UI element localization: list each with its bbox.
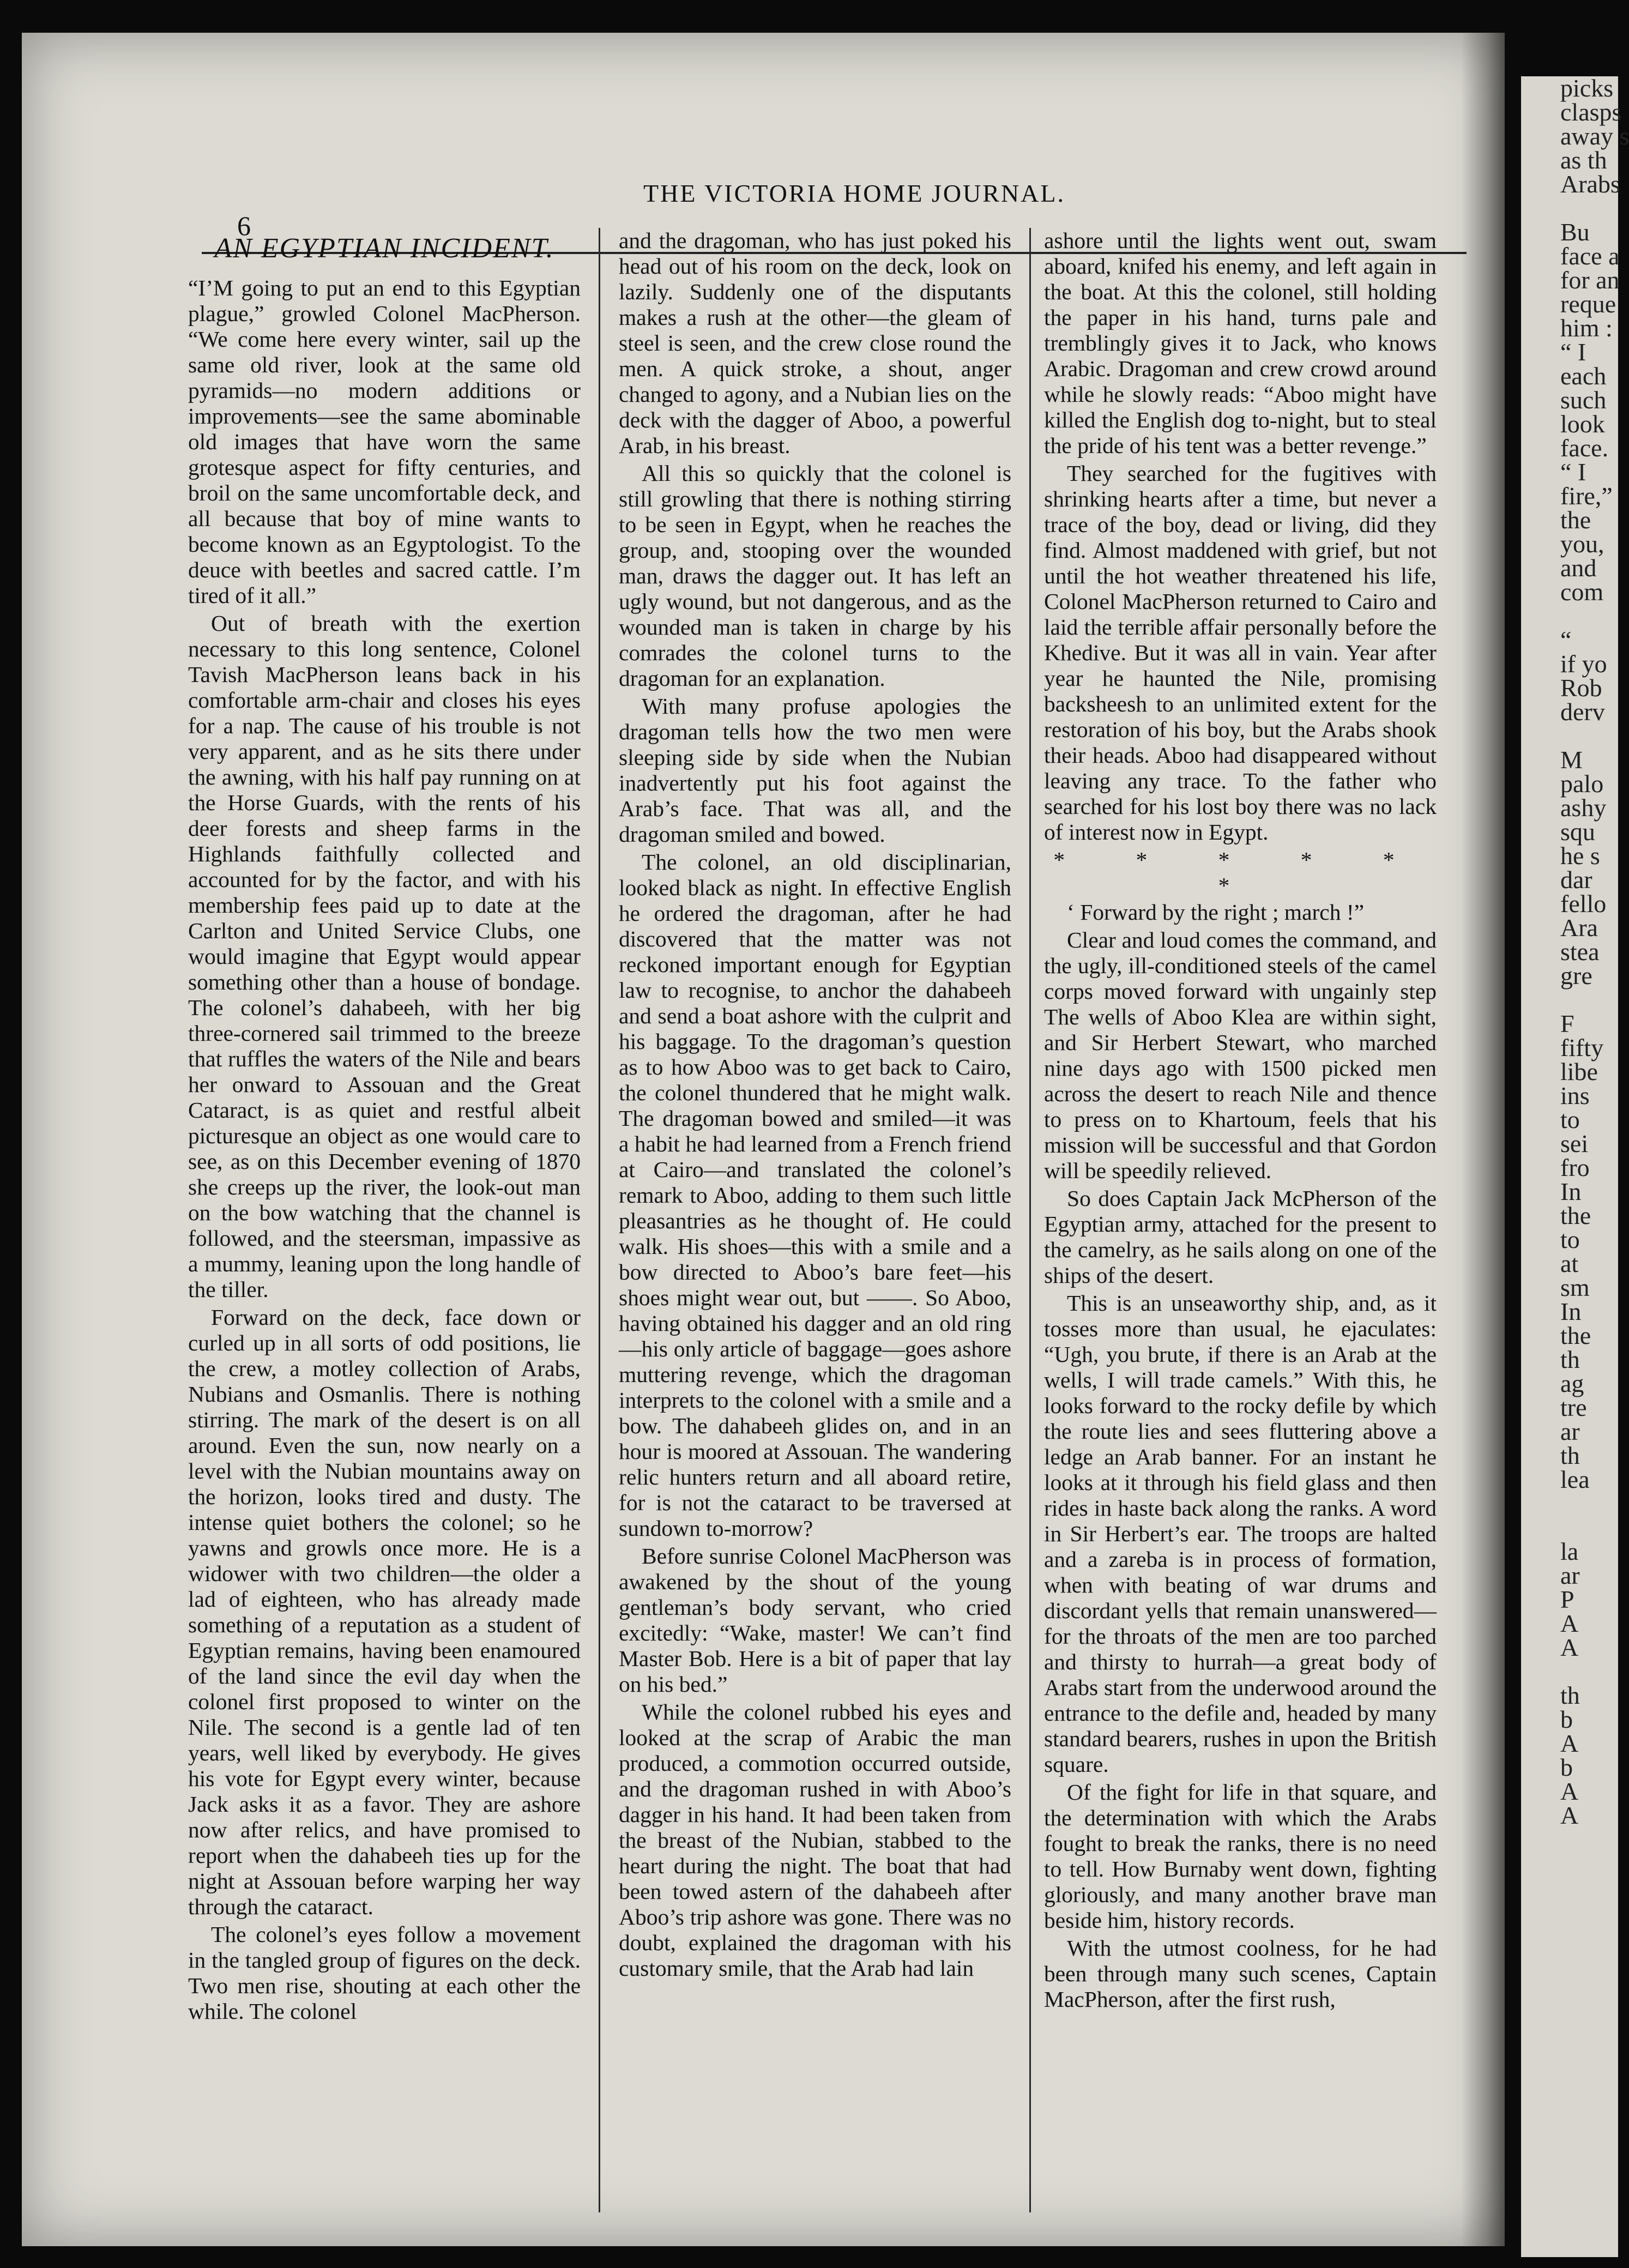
facing-page-text-fragment: he s	[1560, 842, 1600, 870]
facing-page-text-fragment: In	[1560, 1178, 1582, 1205]
facing-page-text-fragment: and	[1560, 554, 1597, 582]
facing-page-text-fragment: face a	[1560, 242, 1620, 270]
facing-page-text-fragment: ar	[1560, 1417, 1580, 1445]
facing-page-text-fragment: dar	[1560, 866, 1592, 894]
facing-page-text-fragment: “ I	[1560, 458, 1586, 486]
article-column-1	[188, 228, 581, 2212]
paragraph: This is an unseaworthy ship, and, as it tosses more than usual, he ejaculates: “Ugh, you brute, if there is an Arab at the wells, I will trade camels.” With this, he looks forward to the rocky defile by which the route lies and sees fluttering above a ledge an Arab banner. For an instant he looks at it through his field glass and then rides in haste back along the ranks. A word in Sir Herbert’s ear. The troops are halted and a zareba is in process of formation, when with beating of war drums and discordant yells that remain unanswered—for the throats of the men are too parched and thirsty to hurrah—a great body of Arabs start from the underwood around the entrance to the defile and, headed by many standard bearers, rushes in upon the British square.	[1044, 1290, 1437, 1777]
paragraph: All this so quickly that the colonel is still growling that there is nothing stirring to be seen in Egypt, when he reaches the group, and, stooping over the wounded man, draws the dagger out. It has left an ugly wound, but not dangerous, and as the wounded man is taken in charge by his comrades the colonel turns to the dragoman for an explanation.	[619, 461, 1011, 691]
paragraph: The colonel’s eyes follow a movement in the tangled group of figures on the deck. Two men rise, shouting at each other the while. The colonel	[188, 1922, 581, 2024]
column-rule-2	[1029, 228, 1031, 2212]
facing-page-text-fragment	[1521, 196, 1618, 220]
facing-page-text-fragment: to	[1560, 1226, 1580, 1253]
facing-page-text-fragment: “ I	[1560, 338, 1586, 366]
facing-page-text-fragment	[1521, 1516, 1618, 1540]
paragraph: Before sunrise Colonel MacPherson was awakened by the shout of the young gentleman’s body servant, who cried excitedly: “Wake, master! We can’t find Master Bob. Here is a bit of paper that lay on his bed.”	[619, 1543, 1011, 1697]
facing-page-text-fragment: “	[1560, 626, 1572, 654]
facing-page-text-fragment: the	[1560, 1322, 1591, 1349]
paragraph: “I’M going to put an end to this Egyptian plague,” growled Colonel MacPherson. “We come here every winter, sail up the same old river, look at the same old pyramids—no modern additions or improvements—see the same abominable old images that have worn the same grotesque aspect for fifty centuries, and broil on the same uncomfortable deck, and all because that boy of mine wants to become known as an Egyptologist. To the deuce with beetles and sacred cattle. I’m tired of it all.”	[188, 275, 581, 608]
paragraph: Clear and loud comes the command, and the ugly, ill-conditioned steels of the camel corps moved forward with ungainly step The wells of Aboo Klea are within sight, and Sir Herbert Stewart, who marched nine days ago with 1500 picked men across the desert to reach Nile and thence to press on to Khartoum, feels that his mission will be successful and that Gordon will be speedily relieved.	[1044, 927, 1437, 1183]
facing-page-text-fragment: tre	[1560, 1394, 1587, 1421]
facing-page-text-fragment: palo	[1560, 770, 1604, 798]
facing-page-text-fragment: ashy	[1560, 794, 1607, 822]
facing-page-text-fragment: b	[1560, 1753, 1573, 1781]
facing-page-text-fragment: look	[1560, 410, 1605, 438]
facing-page-text-fragment: the	[1560, 1202, 1591, 1229]
facing-page-text-fragment: com	[1560, 578, 1604, 606]
article-title: AN EGYPTIAN INCIDENT.	[214, 233, 554, 264]
facing-page-text-fragment	[1521, 988, 1618, 1012]
article-column-2	[619, 228, 1011, 2212]
paragraph: They searched for the fugitives with shrinking hearts after a time, but never a trace of the boy, dead or living, did they find. Almost maddened with grief, but not until the hot weather threatened his life, Colonel MacPherson returned to Cairo and laid the terrible affair personally before the Khedive. But it was all in vain. Year after year he haunted the Nile, promising backsheesh to an unlimited extent for the restoration of his boy, but the Arabs shook their heads. Aboo had disappeared without leaving any trace. To the father who searched for his lost boy there was no lack of interest now in Egypt.	[1044, 461, 1437, 845]
section-break-stars: * * * * * *	[1053, 847, 1427, 898]
paragraph: Of the fight for life in that square, and the determination with which the Arabs fought to break the ranks, there is no need to tell. How Burnaby went down, fighting gloriously, and many another brave man beside him, history records.	[1044, 1780, 1437, 1933]
facing-page-text-fragment: for an	[1560, 266, 1620, 294]
facing-page-text-fragment	[1521, 724, 1618, 748]
facing-page-text-fragment: libe	[1560, 1058, 1598, 1085]
facing-page-text-fragment: stea	[1560, 938, 1600, 966]
facing-page-text-fragment: th	[1560, 1441, 1580, 1469]
facing-page-text-fragment: ins	[1560, 1082, 1590, 1109]
facing-page-text-fragment: to	[1560, 1106, 1580, 1133]
facing-page-text-fragment: F	[1560, 1010, 1574, 1038]
facing-page-text-fragment: A	[1560, 1729, 1579, 1757]
paragraph: While the colonel rubbed his eyes and looked at the scrap of Arabic the man produced, a commotion occurred outside, and the dragoman rushed in with Aboo’s dagger in his hand. It had been taken from the breast of the Nubian, stabbed to the heart during the night. The boat that had been towed astern of the dahabeeh after Aboo’s trip ashore was gone. There was no doubt, explained the dragoman with his customary smile, that the Arab had lain	[619, 1699, 1011, 1981]
facing-page-text-fragment: sm	[1560, 1274, 1590, 1301]
facing-page-text-fragment: A	[1560, 1609, 1579, 1637]
facing-page-text-fragment: fro	[1560, 1154, 1590, 1181]
facing-page-text-fragment: him :	[1560, 314, 1613, 342]
facing-page-text-fragment: In	[1560, 1298, 1582, 1325]
article-column-3	[1044, 228, 1437, 2212]
facing-page-text-fragment: A	[1560, 1777, 1579, 1805]
facing-page-text-fragment: the	[1560, 506, 1591, 534]
facing-page-text-fragment: as th	[1560, 146, 1607, 174]
facing-page-text-fragment: A	[1560, 1801, 1579, 1829]
facing-page-text-fragment: Arabs	[1560, 170, 1620, 198]
paragraph: With many profuse apologies the dragoman tells how the two men were sleeping side by side when the Nubian inadvertently put his foot against the Arab’s face. That was all, and the dragoman smiled and bowed.	[619, 693, 1011, 847]
facing-page-text-fragment: P	[1560, 1585, 1574, 1613]
facing-page-text-fragment: at	[1560, 1250, 1579, 1277]
journal-title: THE VICTORIA HOME JOURNAL.	[643, 179, 1065, 207]
facing-page-text-fragment	[1521, 1660, 1618, 1684]
facing-page-text-fragment	[1521, 604, 1618, 628]
facing-page-text-fragment: gre	[1560, 962, 1592, 990]
facing-page-text-fragment: clasps	[1560, 98, 1622, 126]
facing-page-text-fragment: face.	[1560, 434, 1609, 462]
paragraph: With the utmost coolness, for he had been through many such scenes, Captain MacPherson, after the first rush,	[1044, 1935, 1437, 2012]
facing-page-text-fragment: if yo	[1560, 650, 1607, 678]
facing-page-text-fragment: A	[1560, 1633, 1579, 1661]
facing-page-text-fragment: reque	[1560, 290, 1616, 318]
facing-page-text-fragment: lea	[1560, 1465, 1590, 1493]
column-rule-1	[599, 228, 600, 2212]
page-number: 6	[237, 210, 251, 241]
facing-page-text-fragment: ag	[1560, 1370, 1584, 1397]
facing-page-text-fragment: b	[1560, 1705, 1573, 1733]
facing-page-text-fragment: la	[1560, 1537, 1579, 1565]
facing-page-text-fragment: fifty	[1560, 1034, 1604, 1061]
facing-page-text-fragment: Bu	[1560, 218, 1590, 246]
facing-page-text-fragment: Ara	[1560, 914, 1598, 942]
facing-page-text-fragment: such	[1560, 386, 1607, 414]
facing-page-text-fragment: fello	[1560, 890, 1607, 918]
facing-page-text-fragment: you,	[1560, 530, 1604, 558]
facing-page-text-fragment: th	[1560, 1681, 1580, 1709]
facing-page-text-fragment: picks	[1560, 74, 1614, 102]
facing-page-text-fragment: away s	[1560, 122, 1629, 150]
paragraph: Out of breath with the exertion necessary to this long sentence, Colonel Tavish MacPherson leans back in his comfortable arm-chair and closes his eyes for a nap. The cause of his trouble is not very apparent, and as he sits there under the awning, with his half pay running on at the Horse Guards, with the rents of his deer forests and sheep farms in the Highlands faithfully collected and accounted for by the factor, and with his membership fees paid up to date at the Carlton and United Service Clubs, one would imagine that Egypt would appear something other than a house of bondage. The colonel’s dahabeeh, with her big three-cornered sail trimmed to the breeze that ruffles the waters of the Nile and bears her onward to Assouan and the Great Cataract, is as quiet and restful albeit picturesque an object as one would care to see, as on this December evening of 1870 she creeps up the river, the look-out man on the bow watching that the channel is followed, and the steersman, impassive as a mummy, leaning upon the long handle of the tiller.	[188, 611, 581, 1302]
facing-page-text-fragment: ar	[1560, 1561, 1580, 1589]
paragraph: Forward on the deck, face down or curled up in all sorts of odd positions, lie the crew, a motley collection of Arabs, Nubians and Osmanlis. There is nothing stirring. The mark of the desert is on all around. Even the sun, now nearly on a level with the Nubian mountains away on the horizon, looks tired and dusty. The intense quiet bothers the colonel; so he yawns and growls once more. He is a widower with two children—the older a lad of eighteen, who has already made something of a reputation as a student of Egyptian remains, having been enamoured of the land since the evil day when the colonel first proposed to winter on the Nile. The second is a gentle lad of ten years, well liked by everybody. He gives his vote for Egypt every winter, because Jack asks it as a favor. They are ashore now after relics, and have promised to report when the dahabeeh ties up for the night at Assouan before warping her way through the cataract.	[188, 1305, 581, 1919]
paragraph: The colonel, an old disciplinarian, looked black as night. In effective English he ordered the dragoman, after he had discovered that the matter was not reckoned important enough for Egyptian law to recognise, to anchor the dahabeeh and send a boat ashore with the culprit and his baggage. To the dragoman’s question as to how Aboo was to get back to Cairo, the colonel thundered that he might walk. The dragoman bowed and smiled—it was a habit he had learned from a French friend at Cairo—and translated the colonel’s remark to Aboo, adding to them such little pleasantries as he thought of. He could walk. His shoes—this with a smile and a bow directed to Aboo’s bare feet—his shoes might wear out, but ——. So Aboo, having obtained his dagger and an old ring—his only article of baggage—goes ashore muttering revenge, which the dragoman interprets to the colonel with a smile and a bow. The dahabeeh glides on, and in an hour is moored at Assouan. The wandering relic hunters return and all aboard retire, for is not the cataract to be traversed at sundown to-morrow?	[619, 849, 1011, 1541]
facing-page-text-fragment: M	[1560, 746, 1583, 774]
facing-page-text-fragment: sei	[1560, 1130, 1589, 1157]
facing-page-text-fragment: th	[1560, 1346, 1580, 1373]
facing-page-text-fragment: derv	[1560, 698, 1605, 726]
facing-page-text-fragment: fire,”	[1560, 482, 1613, 510]
facing-page-text-fragment: Rob	[1560, 674, 1602, 702]
page-fold-shadow	[1461, 33, 1505, 2246]
paragraph: and the dragoman, who has just poked his head out of his room on the deck, look on lazily. Suddenly one of the disputants makes a rush at the other—the gleam of steel is seen, and the crew close round the men. A quick stroke, a shout, anger changed to agony, and a Nubian lies on the deck with the dagger of Aboo, a powerful Arab, in his breast.	[619, 228, 1011, 458]
facing-page-text-fragment	[1521, 1492, 1618, 1516]
facing-page-fragment	[1521, 74, 1629, 2257]
paragraph: So does Captain Jack McPherson of the Egyptian army, attached for the present to the camelry, as he sails along on one of the ships of the desert.	[1044, 1186, 1437, 1288]
paragraph: ashore until the lights went out, swam aboard, knifed his enemy, and left again in the boat. At this the colonel, still holding the paper in his hand, turns pale and tremblingly gives it to Jack, who knows Arabic. Dragoman and crew crowd around while he slowly reads: “Aboo might have killed the English dog to-night, but to steal the pride of his tent was a better revenge.”	[1044, 228, 1437, 458]
facing-page-text-fragment: squ	[1560, 818, 1595, 846]
paragraph: ‘ Forward by the right ; march !”	[1067, 900, 1365, 925]
facing-page-text-fragment: each	[1560, 362, 1607, 390]
